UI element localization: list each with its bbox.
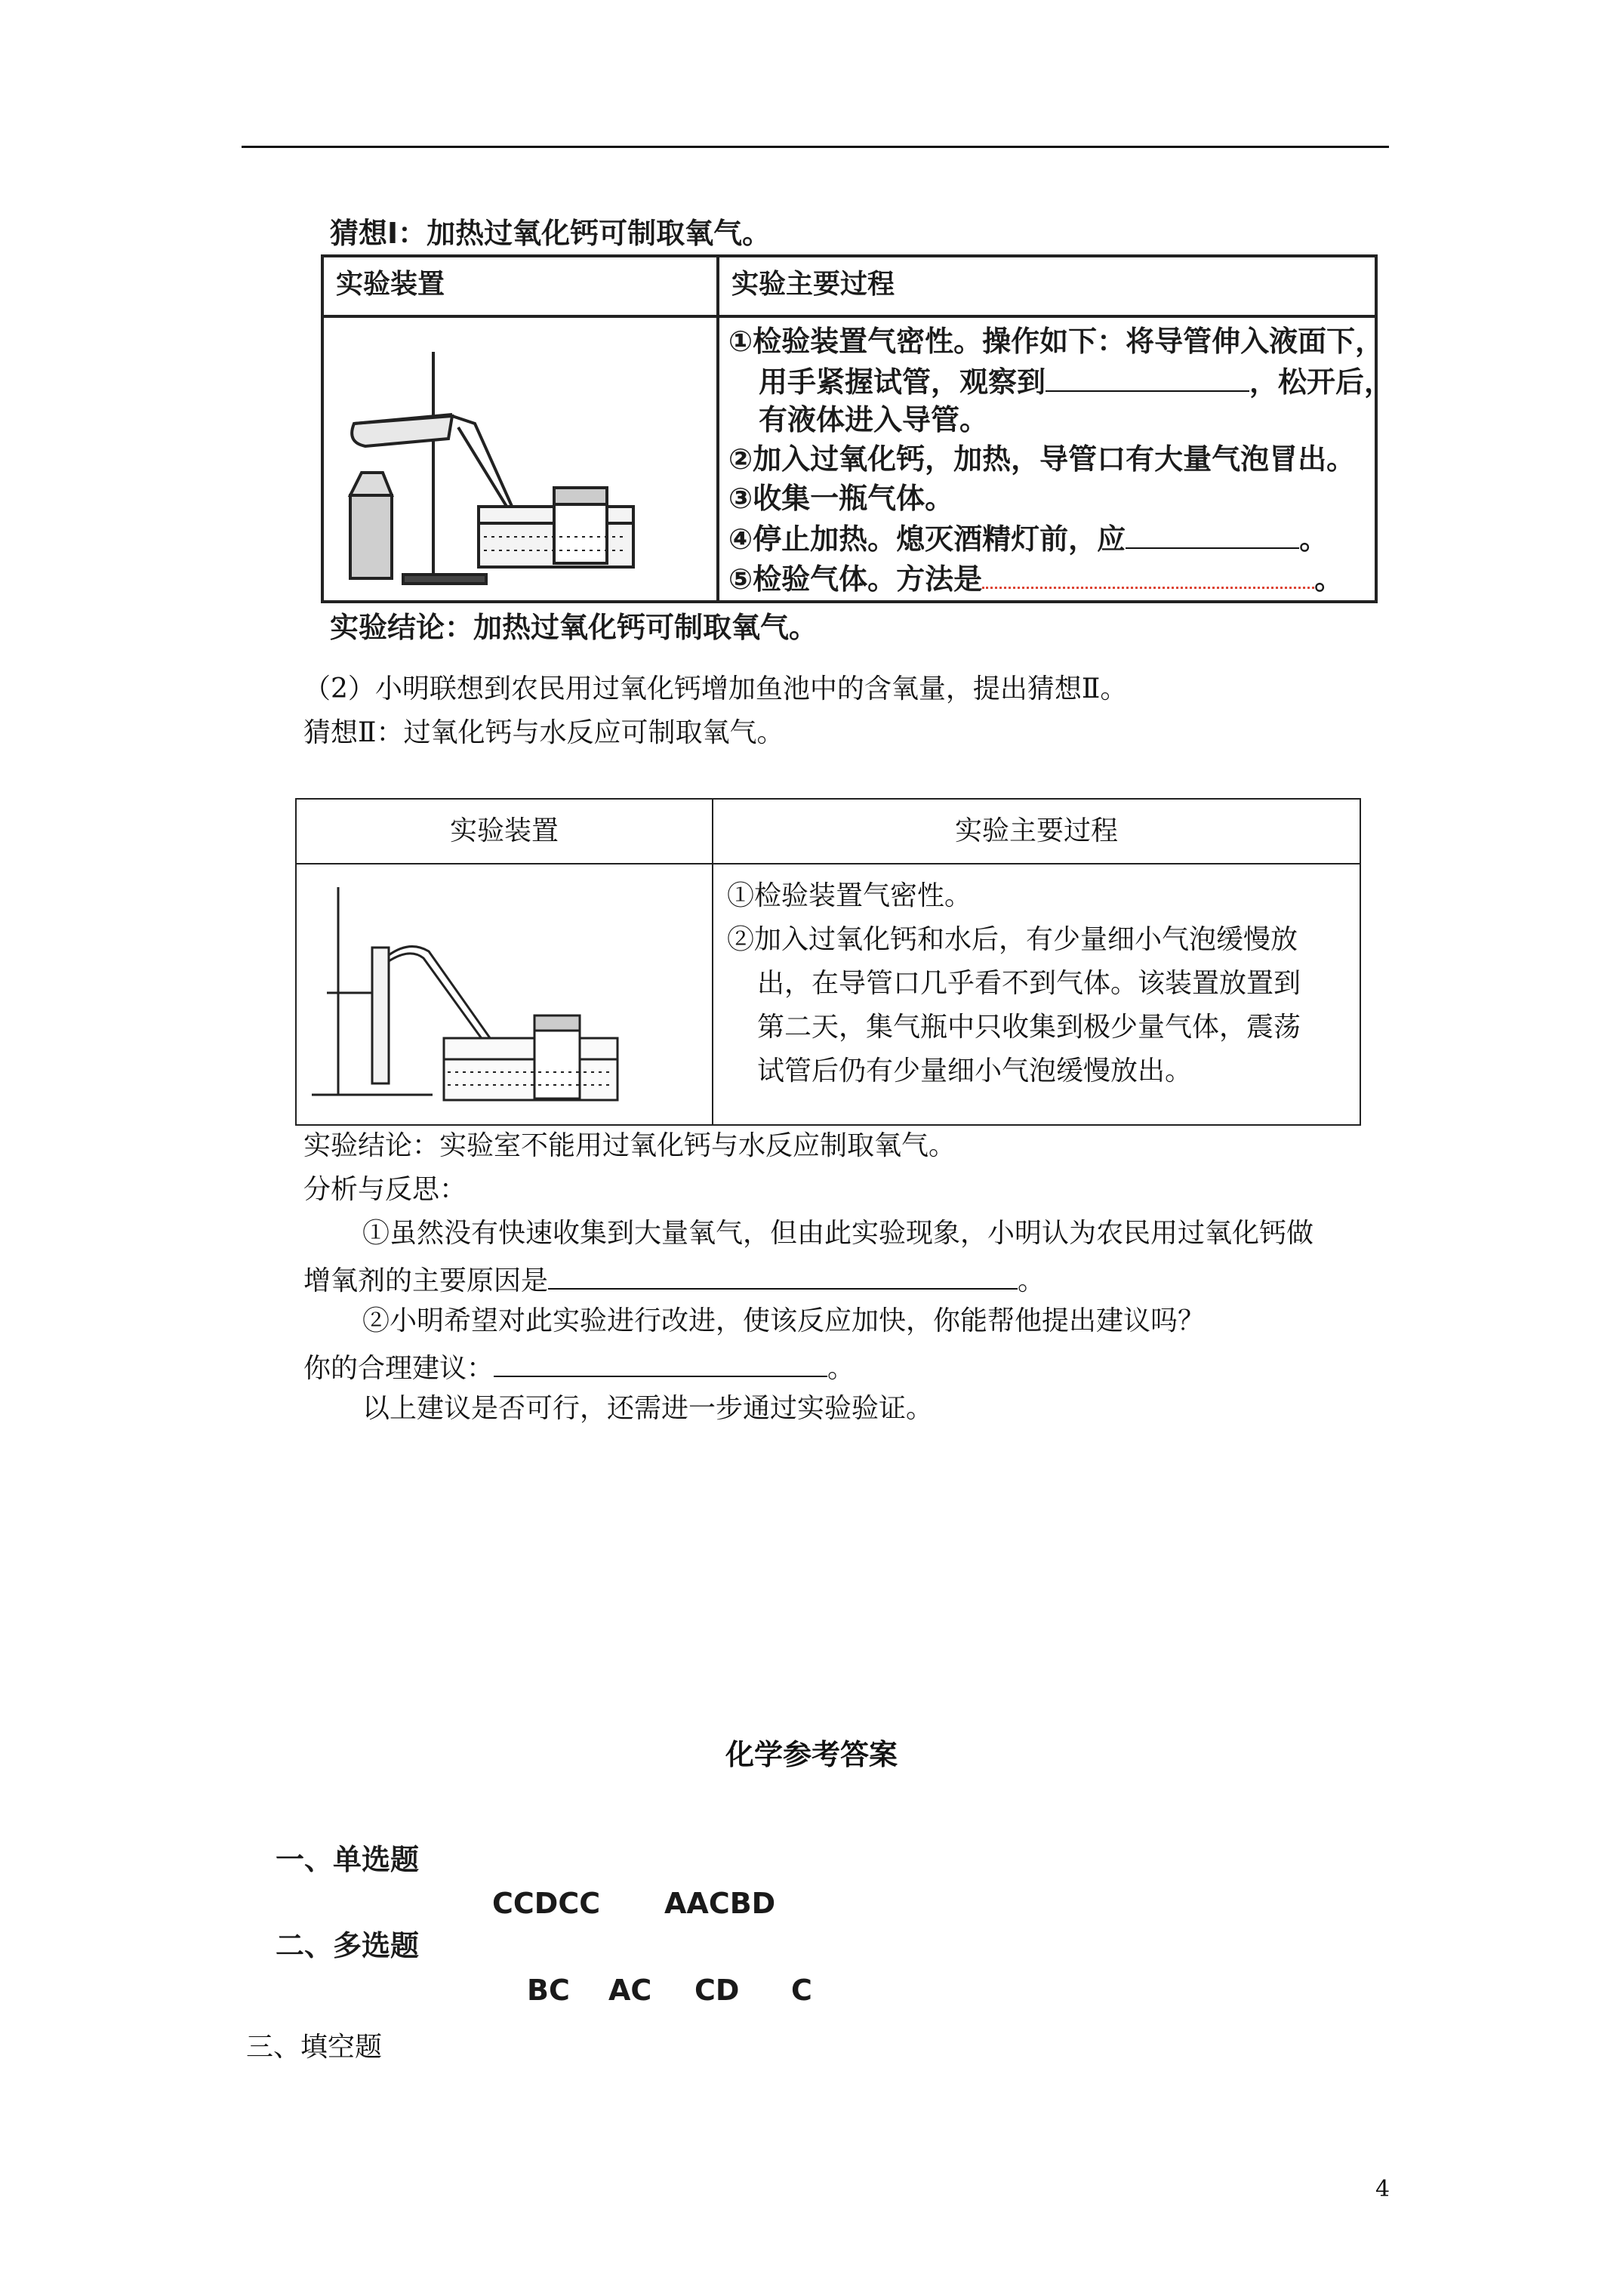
suggestion-prefix: 你的合理建议： (303, 1353, 494, 1384)
table1-header-process: 实验主要过程 (731, 269, 895, 300)
conjecture-2-table (295, 798, 1361, 1126)
heating-apparatus-diagram (324, 318, 716, 597)
suggestion-suffix: 。 (827, 1353, 855, 1384)
analysis-title: 分析与反思： (303, 1174, 467, 1205)
blank-test-method[interactable] (982, 561, 1314, 589)
table1-step-4-end: 。 (1299, 522, 1329, 556)
table2-step-2c: 第二天，集气瓶中只收集到极少量气体，震荡 (757, 1012, 1301, 1043)
blank-observation[interactable] (1046, 365, 1249, 392)
table1-step-1b: 用手紧握试管，观察到 (759, 365, 1046, 399)
water-reaction-apparatus-diagram (297, 864, 712, 1121)
table1-step-3: ③收集一瓶气体。 (728, 482, 954, 515)
header-rule (242, 146, 1389, 148)
table2-step-2b: 出，在导管口几乎看不到气体。该装置放置到 (757, 968, 1301, 999)
section-2-answer-4: C (791, 1974, 812, 2007)
question-2: ②小明希望对此实验进行改进，使该反应加快，你能帮他提出建议吗？ (362, 1305, 1206, 1336)
section-2-answer-2: AC (608, 1974, 652, 2007)
table1-step-5: ⑤检验气体。方法是 (728, 562, 983, 596)
question-1-suffix: 。 (1018, 1265, 1046, 1296)
table1-step-5-end: 。 (1314, 562, 1344, 596)
page-number: 4 (1375, 2176, 1390, 2202)
conjecture-1-table (321, 254, 1394, 603)
table1-step-1a: ①检验装置气密性。操作如下：将导管伸入液面下， (728, 325, 1384, 358)
part2-intro: （2）小明联想到农民用过氧化钙增加鱼池中的含氧量，提出猜想Ⅱ。 (303, 673, 1128, 704)
answer-section-3: 三、填空题 (246, 2032, 383, 2063)
table2-step-2d: 试管后仍有少量细小气泡缓慢放出。 (757, 1056, 1193, 1086)
blank-main-reason[interactable] (548, 1262, 1018, 1290)
verification-note: 以上建议是否可行，还需进一步通过实验验证。 (362, 1393, 934, 1424)
section-1-answers-b: AACBD (664, 1887, 776, 1920)
blank-before-extinguish[interactable] (1126, 522, 1299, 549)
table2-step-1: ①检验装置气密性。 (727, 880, 972, 911)
table2-step-2a: ②加入过氧化钙和水后，有少量细小气泡缓慢放 (727, 924, 1298, 955)
table1-header-apparatus: 实验装置 (336, 269, 445, 300)
conjecture-2-conclusion: 实验结论：实验室不能用过氧化钙与水反应制取氧气。 (303, 1130, 956, 1161)
conjecture-1-heading: 猜想Ⅰ：加热过氧化钙可制取氧气。 (330, 217, 771, 250)
question-1-line1: ①虽然没有快速收集到大量氧气，但由此实验现象，小明认为农民用过氧化钙做 (362, 1218, 1314, 1249)
section-2-answer-1: BC (527, 1974, 570, 2007)
conjecture-2-heading: 猜想Ⅱ：过氧化钙与水反应可制取氧气。 (303, 717, 784, 748)
table1-step-4: ④停止加热。熄灭酒精灯前，应 (728, 522, 1126, 556)
table1-step-2: ②加入过氧化钙，加热，导管口有大量气泡冒出。 (728, 442, 1356, 476)
question-1-prefix: 增氧剂的主要原因是 (303, 1265, 549, 1296)
table1-step-1d: 有液体进入导管。 (759, 403, 989, 436)
table2-header-apparatus: 实验装置 (449, 815, 559, 846)
conjecture-1-conclusion: 实验结论：加热过氧化钙可制取氧气。 (330, 611, 818, 644)
section-1-answers-a: CCDCC (492, 1887, 601, 1920)
blank-suggestion[interactable] (494, 1350, 827, 1377)
table2-header-process: 实验主要过程 (954, 815, 1118, 846)
answer-section-1: 一、单选题 (276, 1843, 420, 1876)
answer-section-2: 二、多选题 (276, 1929, 420, 1962)
table1-step-1c: ，松开后， (1249, 365, 1394, 399)
answer-key-title: 化学参考答案 (725, 1737, 898, 1771)
section-2-answer-3: CD (694, 1974, 740, 2007)
